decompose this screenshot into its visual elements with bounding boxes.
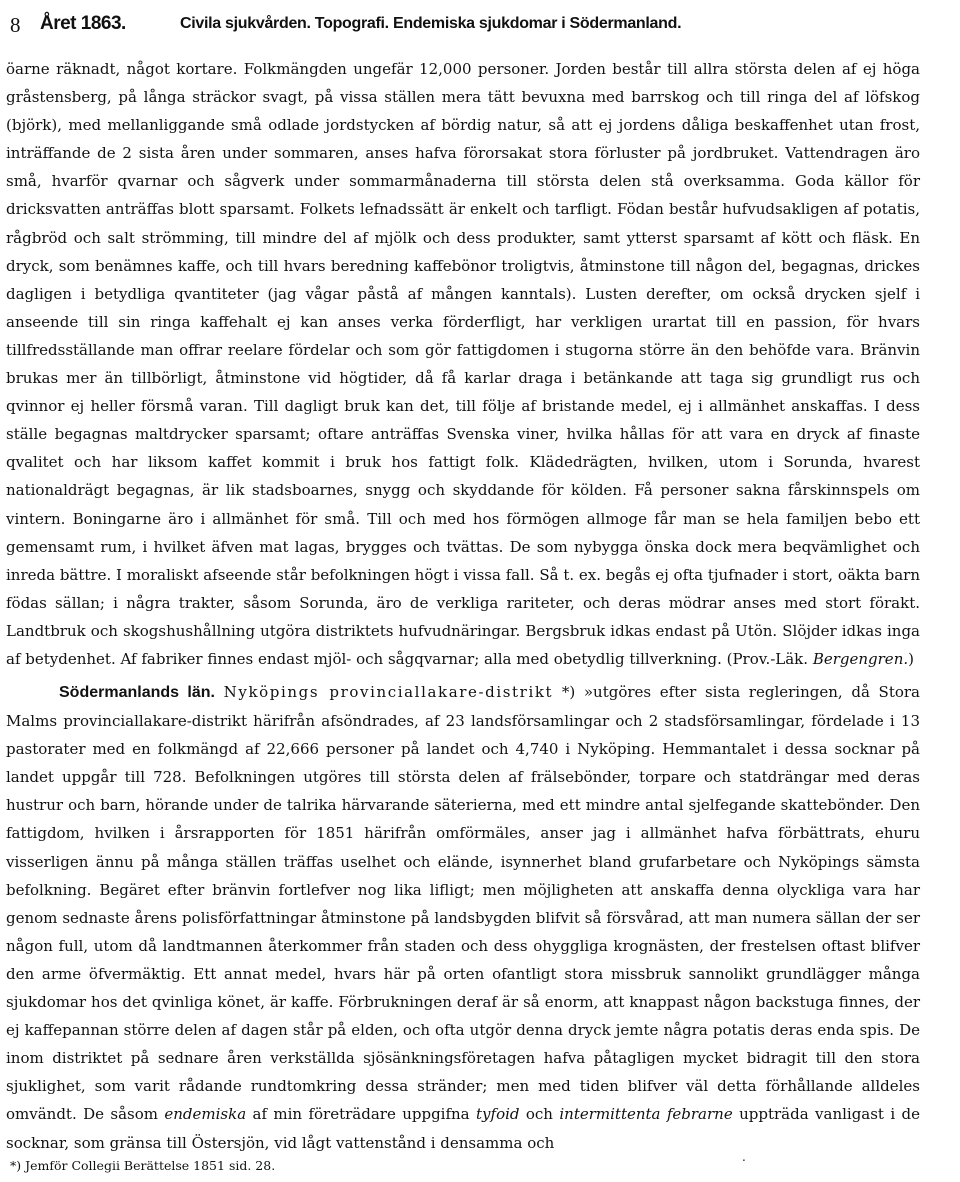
paragraph-2-text-b: af min företrädare uppgifna — [246, 1105, 470, 1124]
district-name: Nyköpings provinciallakare-distrikt — [223, 683, 554, 701]
paragraph-2-text-c: och — [519, 1105, 553, 1124]
italic-term-endemiska: endemiska — [164, 1105, 247, 1124]
stray-mark: . — [742, 1150, 746, 1164]
page-number: 8 — [10, 13, 21, 37]
italic-term-intermittenta: intermittenta febrarne — [559, 1105, 733, 1124]
paragraph-1-text: öarne räknadt, något kortare. Folkmängden ungefär 12,000 personer. Jorden består till allra största delen af ej höga gråstensberg, på långa sträckor svagt, på vissa ställen mera tätt bevuxna med barrskog och till ringa del af löfskog (björk), med mellanliggande små odlade jordstycken af bördig natur, så att ej jordens dåliga beskaffenhet utan frost, inträffande de 2 sista åren under sommaren, anses hafva förorsakat stora förluster på jordbruket. Vattendragen äro små, hvarför qvarnar och sågverk under sommarmånaderna till största delen stå overksamma. Goda källor för dricksvatten anträffas blott sparsamt. Folkets lefnadssätt är enkelt och tarfligt. Födan består hufvudsakligen af potatis, rågbröd och salt strömming, till mindre del af mjölk och dess produkter, samt ytterst sparsamt af kött och fläsk. En dryck, som benämnes kaffe, och till hvars beredning kaffebönor troligtvis, åtminstone till någon del, begagnas, drickes dagligen i betydliga qvantiteter (jag vågar påstå af mången kanntals). Lusten derefter, om också drycken sjelf i anseende till sin ringa kaffehalt ej kan anses verka förderfligt, har verkligen urartat till en passion, för hvars tillfredsställande man offrar reelare fördelar och som gör fattigdomen i stugorna större än den behöfde vara. Bränvin brukas mer än tillbörligt, åtminstone vid högtider, då få karlar draga i betänkande att taga sig grundligt rus och qvinnor ej heller försmå varan. Till dagligt bruk kan det, till följe af bristande medel, ej i allmänhet anskaffas. I dess ställe begagnas maltdrycker sparsamt; oftare anträffas Svenska viner, hvilka hållas för att vara en dryck af finaste qvalitet och har liksom kaffet kommit i bruk hos fattigt folk. Klädedrägten, hvilken, utom i Sorunda, hvarest nationaldrägt begagnas, är lik stadsboarnes, snygg och skyddande för kölden. Få personer sakna fårskinnspels om vintern. Boningarne äro i allmänhet för små. Till och med hos förmögen allmoge får man se hela familjen bebo ett gemensamt rum, i hvilket äfven mat lagas, brygges och tvättas. De som nybygga önska dock mera beqvämlighet och inreda bättre. I moraliskt afseende står befolkningen högt i vissa fall. Så t. ex. begås ej ofta tjufnader i stort, oäkta barn födas sällan; i några trakter, såsom Sorunda, äro de verkliga rariteter, och deras mödrar anses med stort förakt. Landtbruk och skogshushållning utgöra distriktets hufvudnäringar. Bergsbruk idkas endast på Utön. Slöjder idkas inga af betydenhet. Af fabriker finnes endast mjöl- och sågqvarnar; alla med obetydlig tillverkning. (Prov.-Läk. — [6, 60, 921, 668]
author-signature: Bergengren. — [812, 649, 909, 668]
footnote: *) Jemför Collegii Berättelse 1851 sid. 28. — [10, 1158, 276, 1173]
footnote-marker: *) — [553, 683, 576, 701]
paragraph-2 — [6, 678, 920, 1157]
paragraph-2-text-d: uppträda vanligast i de socknar, som gränsa till Östersjön, vid lågt vattenstånd i densamma och — [6, 1105, 920, 1152]
page-header — [6, 6, 946, 46]
closing-paren: ) — [908, 649, 914, 668]
section-heading: Södermanlands län. — [59, 684, 215, 701]
running-head-year: Året 1863. — [40, 13, 126, 34]
italic-term-tyfoid: tyfoid — [476, 1105, 520, 1124]
running-head-topics: Civila sjukvården. Topografi. Endemiska sjukdomar i Södermanland. — [180, 15, 682, 32]
paragraph-2-text-a: »utgöres efter sista regleringen, då Stora Malms provinciallakare-distrikt härifrån afsöndrades, af 23 landsförsamlingar och 2 stadsförsamlingar, fördelade i 13 pastorater med en folkmängd af 22,666 personer på landet och 4,740 i Nyköping. Hemmantalet i dessa socknar på landet uppgår till 728. Befolkningen utgöres till största delen af frälsebönder, torpare och statdrängar med deras hustrur och barn, hörande under de talrika härvarande säterierna, med ett mindre antal sjelfegande skattebönder. Den fattigdom, hvilken i årsrapporten för 1851 härifrån omförmäles, anser jag i allmänhet hafva förbättrats, ehuru visserligen ännu på många ställen träffas uselhet och elände, isynnerhet bland grufarbetare och Nyköpings sämsta befolkning. Begäret efter bränvin fortlefver nog lika lifligt; men möjligheten att anskaffa denna olyckliga vara har genom sednaste årens polisförfattningar åtminstone på landsbygden blifvit så försvårad, att man numera sällan der ser någon full, utom då landtmannen återkommer från staden och dess ohyggliga krognästen, der frestelsen oftast blifver den arme öfvermäktig. Ett annat medel, hvars här på orten ofantligt stora missbruk sannolikt grundlägger många sjukdomar hos det qvinliga könet, är kaffe. Förbrukningen deraf är så enorm, att knappast någon backstuga finnes, der ej kaffepannan större delen af dagen står på elden, och ofta utgör denna dryck jemte några potatis deras enda spis. De inom distriktet på sednare åren verkställda sjösänkningsföretagen hafva påtagligen mycket bidragit till den stora sjuklighet, som varit rådande rundtomkring dessa stränder; men med tiden blifver väl detta förhållande alldeles omvändt. De såsom — [6, 683, 921, 1124]
paragraph-1 — [6, 55, 920, 673]
